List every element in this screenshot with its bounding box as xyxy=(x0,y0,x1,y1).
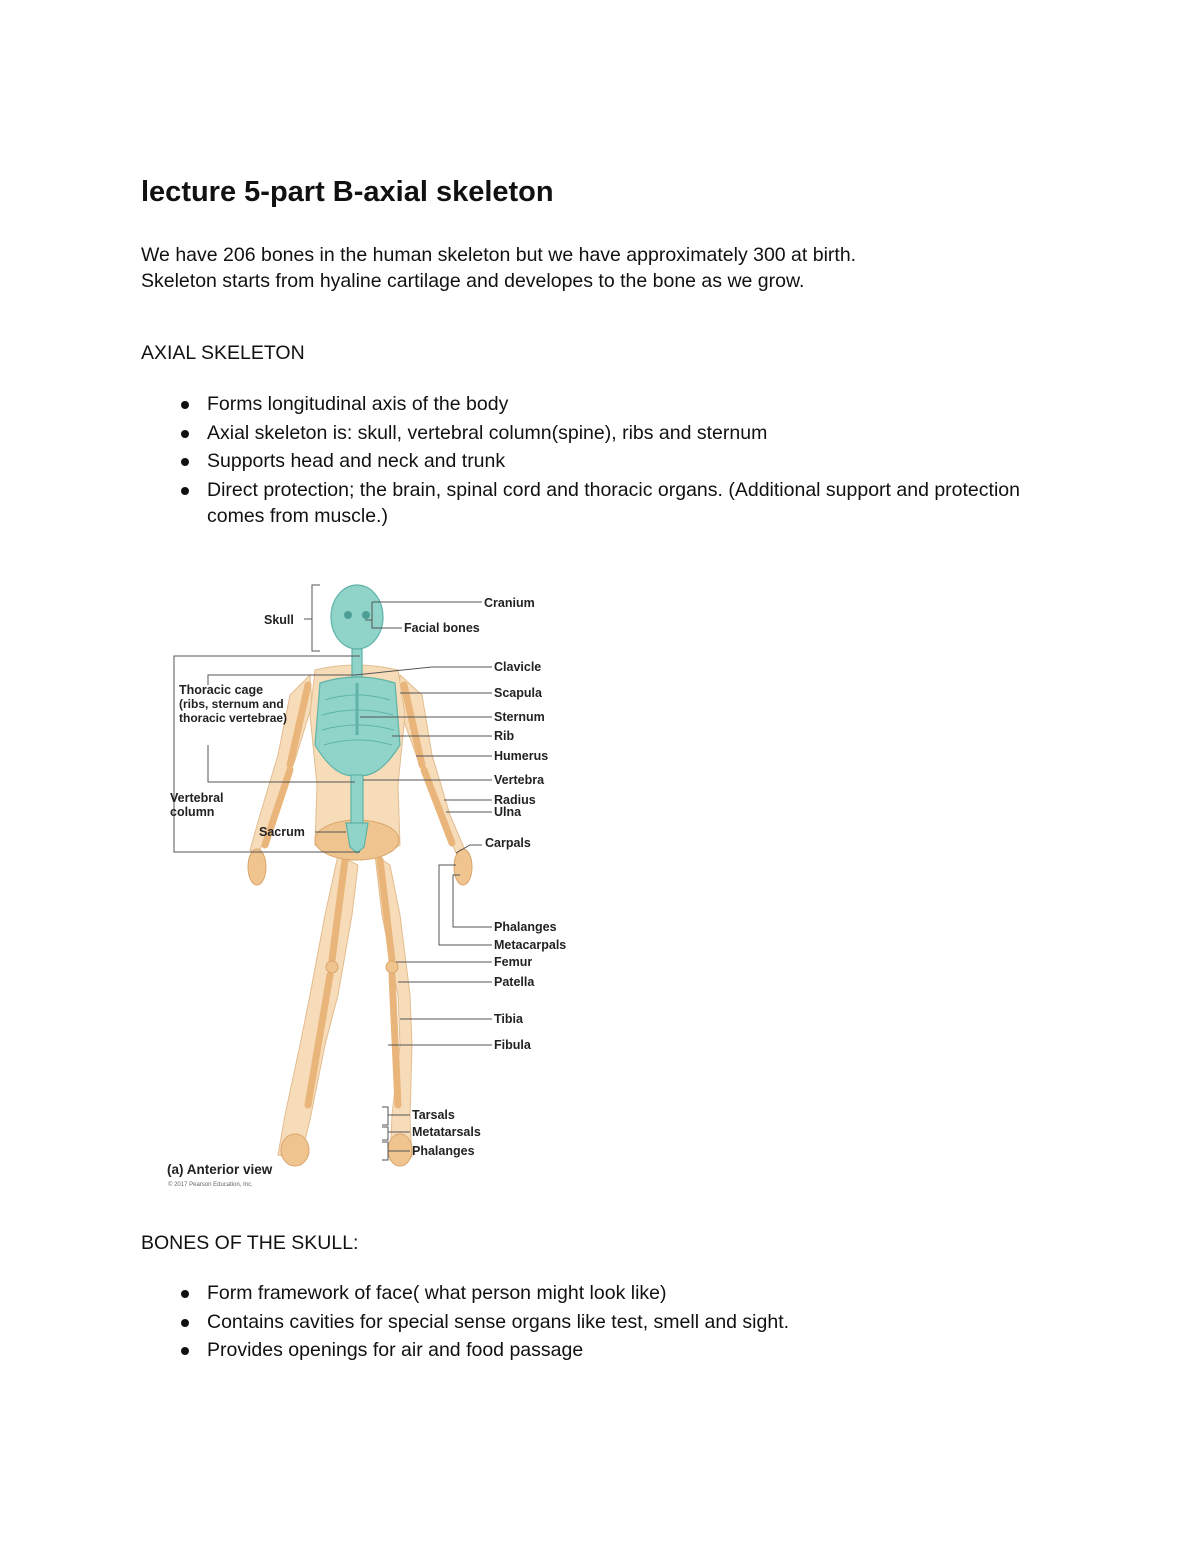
label-scapula: Scapula xyxy=(494,686,542,700)
intro-paragraph xyxy=(141,242,1101,294)
eye-socket xyxy=(362,611,370,619)
label-sacrum: Sacrum xyxy=(259,825,305,839)
label-phalanges-foot: Phalanges xyxy=(412,1144,475,1158)
label-metacarpals: Metacarpals xyxy=(494,938,567,952)
label-humerus: Humerus xyxy=(494,749,549,763)
figure-copyright: © 2017 Pearson Education, Inc. xyxy=(168,1182,253,1188)
label-thoracic-cage xyxy=(179,683,289,725)
list-item xyxy=(141,448,1061,474)
left-foot xyxy=(281,1134,309,1166)
bullet-icon xyxy=(181,458,189,466)
list-item-text: Direct protection; the brain, spinal cord and thoracic organs. (Additional support and protection comes from muscle.) xyxy=(207,478,1020,527)
page-title: lecture 5-part B-axial skeleton xyxy=(141,176,554,208)
skull-bracket xyxy=(312,585,320,651)
bullet-icon xyxy=(181,430,189,438)
list-item-text: Contains cavities for special sense organs like test, smell and sight. xyxy=(207,1310,790,1333)
label-radius: Radius xyxy=(494,793,536,807)
list-item xyxy=(141,1280,1061,1306)
axial-bullet-list xyxy=(141,391,1061,531)
label-ulna: Ulna xyxy=(494,805,522,819)
label-metatarsals: Metatarsals xyxy=(412,1125,481,1139)
cervical-spine xyxy=(352,649,362,677)
list-item-text: Provides openings for air and food passage xyxy=(207,1339,584,1361)
eye-socket xyxy=(344,611,352,619)
skull-shape xyxy=(331,585,383,649)
bullet-icon xyxy=(181,1290,189,1298)
list-item xyxy=(141,1309,1061,1335)
figure-caption: (a) Anterior view xyxy=(167,1162,273,1177)
list-item xyxy=(141,1337,1061,1363)
list-item xyxy=(141,420,1061,446)
label-cranium: Cranium xyxy=(484,596,535,610)
label-fibula: Fibula xyxy=(494,1038,531,1052)
axial-heading: AXIAL SKELETON xyxy=(141,342,305,364)
label-facial-bones: Facial bones xyxy=(404,621,480,635)
skull-section-heading: BONES OF THE SKULL: xyxy=(141,1232,359,1254)
label-vertebral-column: Vertebral column xyxy=(170,791,224,819)
label-skull: Skull xyxy=(264,613,294,627)
label-patella: Patella xyxy=(494,975,535,989)
bullet-icon xyxy=(181,1319,189,1327)
right-foot xyxy=(388,1134,412,1166)
label-vertebra: Vertebra xyxy=(494,773,545,787)
label-phalanges: Phalanges xyxy=(494,920,557,934)
list-item-text: Form framework of face( what person might look like) xyxy=(207,1282,667,1304)
label-carpals: Carpals xyxy=(485,836,531,850)
left-leg-silhouette xyxy=(278,855,358,1160)
right-patella xyxy=(386,961,398,973)
intro-line: Skeleton starts from hyaline cartilage and developes to the bone as we grow. xyxy=(141,270,805,292)
bullet-icon xyxy=(181,1347,189,1355)
list-item-text: Axial skeleton is: skull, vertebral column(spine), ribs and sternum xyxy=(207,421,768,444)
right-tibia xyxy=(392,975,398,1105)
left-patella xyxy=(326,961,338,973)
label-tibia: Tibia xyxy=(494,1012,523,1026)
label-tarsals: Tarsals xyxy=(412,1108,455,1122)
list-item xyxy=(141,391,1061,417)
label-rib: Rib xyxy=(494,729,515,743)
skeleton-figure xyxy=(160,575,600,1195)
label-thoracic-cage-title: Thoracic cage xyxy=(179,683,264,697)
left-hand xyxy=(248,849,266,885)
label-thoracic-cage-sub: (ribs, sternum and thoracic vertebrae) xyxy=(179,697,288,725)
right-hand xyxy=(454,849,472,885)
label-clavicle: Clavicle xyxy=(494,660,542,674)
list-item-text: Supports head and neck and trunk xyxy=(207,450,506,472)
label-sternum: Sternum xyxy=(494,710,545,724)
bullet-icon xyxy=(181,401,189,409)
skull-bullet-list xyxy=(141,1280,1061,1366)
list-item-text: Forms longitudinal axis of the body xyxy=(207,393,509,415)
list-item xyxy=(141,477,1061,529)
label-femur: Femur xyxy=(494,955,533,969)
intro-line: We have 206 bones in the human skeleton but we have approximately 300 at birth. xyxy=(141,244,857,266)
bullet-icon xyxy=(181,487,189,495)
